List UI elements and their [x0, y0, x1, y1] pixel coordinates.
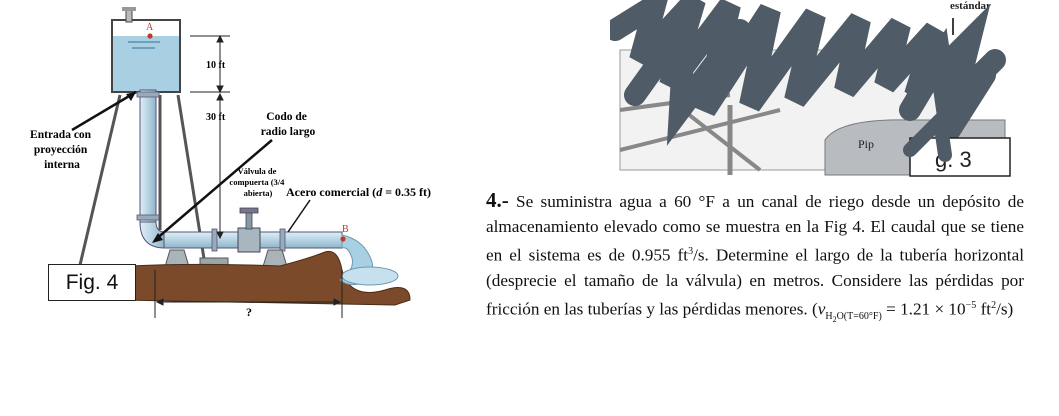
viscosity-exponent: −5 [965, 299, 977, 311]
point-a-marker [147, 33, 152, 38]
fig3-label: g. 3 [935, 147, 972, 172]
gate-valve [238, 208, 260, 252]
problem-statement-part2: /s. Determine el largo de la tubería horizontal (desprecie el tamaño de la válvula) en metros. Considere las pérdidas por fricción en las tuberías y las pérdidas menores. ( [486, 245, 1024, 319]
point-b-label: B [342, 224, 349, 235]
fig3-pipe-text: Pip [858, 137, 875, 151]
fig3-m-text: m [955, 54, 965, 66]
problem-statement-part1: Se suministra agua a 60 °F a un canal de riego desde un depósito de almacenamiento elevado como se muestra en la Fig 4. El caudal que se tiene en el sistema es de 0.955 ft [486, 192, 1024, 265]
viscosity-unit: ft [976, 299, 992, 319]
pipe-material-label: Acero comercial (d = 0.35 ft) [286, 185, 432, 199]
viscosity-unit-exponent: 2 [991, 299, 997, 311]
viscosity-subscript: H2O(T=60°F) [825, 310, 882, 324]
viscosity-value: = 1.21 × 10 [881, 299, 966, 319]
dim-10ft-label: 10 ft [206, 60, 226, 71]
unknown-length-label: ? [246, 305, 252, 319]
point-b-marker [340, 236, 345, 241]
flow-unit-exponent: 3 [688, 246, 694, 257]
elbow-label: Codo de radio largo [260, 111, 316, 138]
viscosity-symbol: ν [817, 299, 826, 319]
viscosity-unit-end: /s) [996, 299, 1014, 319]
vertical-pipe [140, 90, 156, 225]
inlet-label: Entrada con proyección interna [30, 129, 92, 171]
fig3-standard-text: estándar [950, 0, 991, 12]
dim-30ft-label: 30 ft [206, 112, 226, 123]
problem-4-text [486, 188, 1024, 332]
reservoir-tank [112, 7, 180, 92]
valve-label: Válvula de compuerta (3/4 abierta) [229, 166, 285, 198]
point-a-label: A [146, 22, 154, 33]
figure-3 [610, 0, 1059, 180]
inlet-arrow [72, 92, 136, 130]
problem-number: 4.- [486, 188, 509, 212]
fig4-caption: Fig. 4 [48, 264, 136, 301]
